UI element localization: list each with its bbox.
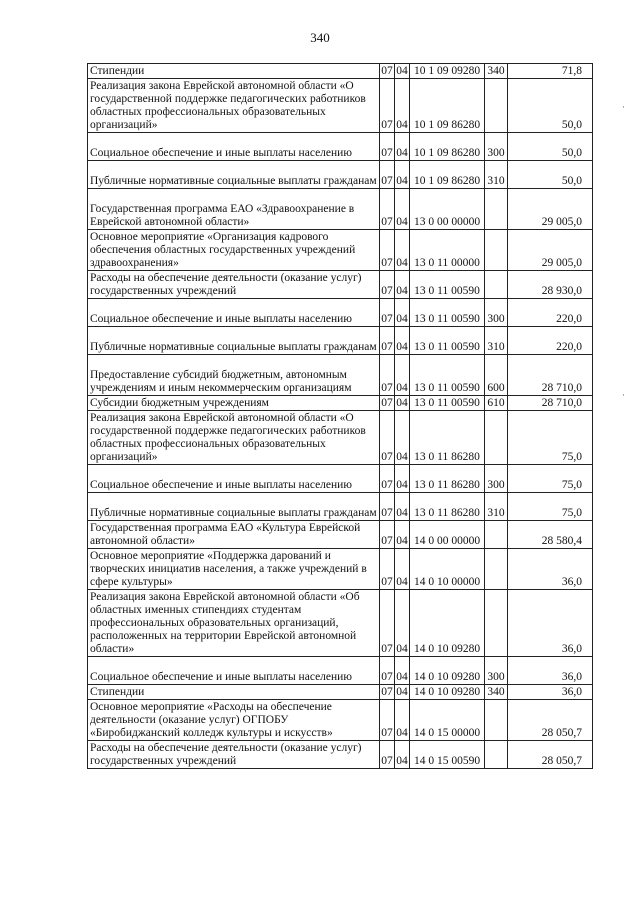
table-row [88,230,593,271]
expense-type-code-cell [485,590,508,657]
amount-cell: 29 005,0 [508,230,593,271]
table-row [88,549,593,590]
subsection-code-cell: 04 [395,189,410,230]
target-article-code-cell: 13 0 11 00590 [410,299,485,327]
subsection-code-cell: 04 [395,411,410,465]
section-code-cell: 07 [380,521,395,549]
subsection-code-cell: 04 [396,65,408,77]
expense-type-code-cell: 300 [485,657,508,685]
table-row [88,493,593,521]
section-code-cell: 07 [380,327,395,355]
target-article-code-cell: 13 0 00 00000 [410,189,485,230]
subsection-code-cell: 04 [395,271,410,299]
target-article-code-cell: 13 0 11 00590 [410,327,485,355]
expense-type-code-cell: 310 [485,493,508,521]
row-name-cell: Стипендии [88,685,380,700]
expense-type-code-cell [485,411,508,465]
amount-cell: 29 005,0 [508,189,593,230]
table-row [88,327,593,355]
row-name-cell: Государственная программа ЕАО «Культура Еврейской автономной области» [88,521,380,549]
amount-cell: 75,0 [508,493,593,521]
expense-type-code-cell: 340 [485,685,508,700]
section-code-cell: 07 [380,657,395,685]
subsection-code-cell: 04 [395,549,410,590]
amount-cell: 50,0 [508,79,593,133]
subsection-code-cell: 04 [395,590,410,657]
subsection-code-cell: 04 [395,493,410,521]
row-name-cell: Расходы на обеспечение деятельности (оказание услуг) государственных учреждений [88,741,380,769]
subsection-code-cell: 04 [395,465,410,493]
budget-table [87,63,593,769]
section-code-cell: 07 [380,271,395,299]
expense-type-code-cell [485,700,508,741]
amount-cell: 28 710,0 [508,355,593,396]
table-row [88,657,593,685]
table-row [88,741,593,769]
target-article-code-cell: 13 0 11 86280 [410,411,485,465]
page-number: 340 [310,30,330,45]
expense-type-code-cell: 310 [485,161,508,189]
target-article-code-cell: 10 1 09 86280 [410,79,485,133]
section-code-cell: 07 [380,465,395,493]
subsection-code-cell: 04 [395,741,410,769]
row-name-cell: Публичные нормативные социальные выплаты гражданам [88,161,380,189]
table-row [88,189,593,230]
row-name-cell: Предоставление субсидий бюджетным, автономным учреждениям и иным некоммерческим организациям [88,355,380,396]
row-name-cell: Социальное обеспечение и иные выплаты населению [88,657,380,685]
row-name-cell: Публичные нормативные социальные выплаты гражданам [88,327,380,355]
table-row [88,271,593,299]
subsection-code-cell: 04 [395,79,410,133]
amount-cell: 75,0 [508,465,593,493]
section-code-cell: 07 [380,549,395,590]
expense-type-code-cell [485,521,508,549]
edge-mark: · [622,102,625,112]
target-article-code-cell: 14 0 15 00000 [410,700,485,741]
expense-type-code-cell: 600 [485,355,508,396]
amount-cell: 36,0 [508,590,593,657]
subsection-code-cell: 04 [395,700,410,741]
table-row [88,64,593,79]
subsection-code-cell: 04 [395,161,410,189]
table-row [88,465,593,493]
target-article-code-cell: 14 0 10 09280 [410,657,485,685]
section-code-cell: 07 [380,411,395,465]
section-code-cell: 07 [380,133,395,161]
section-code-cell: 07 [380,189,395,230]
target-article-code-cell: 14 0 10 00000 [410,549,485,590]
edge-mark: · [622,390,625,400]
table-row [88,685,593,700]
target-article-code-cell: 14 0 10 09280 [410,590,485,657]
row-name-cell: Публичные нормативные социальные выплаты гражданам [88,493,380,521]
subsection-code-cell: 04 [396,397,408,409]
row-name-cell: Субсидии бюджетным учреждениям [88,396,380,411]
target-article-code-cell: 14 0 15 00590 [410,741,485,769]
target-article-code-cell: 13 0 11 86280 [410,465,485,493]
target-article-code-cell: 13 0 11 00590 [410,271,485,299]
target-article-code-cell: 14 0 10 09280 [410,685,485,700]
row-name-cell: Реализация закона Еврейской автономной области «О государственной поддержке педагогических работников областных профессиональных образовательных организаций» [88,79,380,133]
table-row [88,79,593,133]
amount-cell: 28 050,7 [508,741,593,769]
section-code-cell: 07 [380,230,395,271]
row-name-cell: Социальное обеспечение и иные выплаты населению [88,133,380,161]
target-article-code-cell: 10 1 09 09280 [410,64,485,79]
table-body [88,64,593,769]
amount-cell: 50,0 [508,161,593,189]
section-code-cell: 07 [380,700,395,741]
row-name-cell: Социальное обеспечение и иные выплаты населению [88,465,380,493]
expense-type-code-cell: 610 [485,396,508,411]
amount-cell: 28 580,4 [508,521,593,549]
subsection-code-cell: 04 [395,133,410,161]
table-row [88,299,593,327]
expense-type-code-cell: 300 [485,299,508,327]
subsection-code-cell: 04 [395,327,410,355]
section-code-cell: 07 [380,299,395,327]
expense-type-code-cell [485,189,508,230]
expense-type-code-cell [485,549,508,590]
table-row [88,355,593,396]
subsection-code-cell: 04 [395,657,410,685]
section-code-cell: 07 [381,65,393,77]
expense-type-code-cell: 340 [485,64,508,79]
section-code-cell: 07 [380,79,395,133]
amount-cell: 36,0 [508,685,593,700]
row-name-cell: Основное мероприятие «Организация кадрового обеспечения областных государственных учреждений здравоохранения» [88,230,380,271]
table-row [88,700,593,741]
table-row [88,161,593,189]
subsection-code-cell: 04 [395,299,410,327]
table-row [88,396,593,411]
amount-cell: 28 710,0 [508,396,593,411]
target-article-code-cell: 13 0 11 00590 [410,355,485,396]
row-name-cell: Социальное обеспечение и иные выплаты населению [88,299,380,327]
target-article-code-cell: 10 1 09 86280 [410,161,485,189]
section-code-cell: 07 [381,686,393,698]
row-name-cell: Стипендии [88,64,380,79]
target-article-code-cell: 10 1 09 86280 [410,133,485,161]
amount-cell: 36,0 [508,657,593,685]
amount-cell: 50,0 [508,133,593,161]
table-row [88,411,593,465]
target-article-code-cell: 13 0 11 00590 [410,396,485,411]
section-code-cell: 07 [380,161,395,189]
expense-type-code-cell [485,271,508,299]
expense-type-code-cell [485,230,508,271]
amount-cell: 28 930,0 [508,271,593,299]
amount-cell: 71,8 [508,64,593,79]
expense-type-code-cell [485,741,508,769]
section-code-cell: 07 [380,590,395,657]
section-code-cell: 07 [381,397,393,409]
subsection-code-cell: 04 [395,355,410,396]
expense-type-code-cell: 310 [485,327,508,355]
subsection-code-cell: 04 [395,521,410,549]
expense-type-code-cell: 300 [485,133,508,161]
expense-type-code-cell [485,79,508,133]
section-code-cell: 07 [380,493,395,521]
section-code-cell: 07 [380,355,395,396]
row-name-cell: Реализация закона Еврейской автономной области «О государственной поддержке педагогических работников областных профессиональных образовательных организаций» [88,411,380,465]
amount-cell: 220,0 [508,299,593,327]
target-article-code-cell: 13 0 11 00000 [410,230,485,271]
row-name-cell: Расходы на обеспечение деятельности (оказание услуг) государственных учреждений [88,271,380,299]
amount-cell: 36,0 [508,549,593,590]
subsection-code-cell: 04 [395,230,410,271]
row-name-cell: Государственная программа ЕАО «Здравоохранение в Еврейской автономной области» [88,189,380,230]
row-name-cell: Реализация закона Еврейской автономной области «Об областных именных стипендиях студентам профессиональных образовательных организаций, расположенных на территории Еврейской автономной области» [88,590,380,657]
table-row [88,521,593,549]
row-name-cell: Основное мероприятие «Поддержка дарований и творческих инициатив населения, а также учреждений в сфере культуры» [88,549,380,590]
section-code-cell: 07 [380,741,395,769]
amount-cell: 28 050,7 [508,700,593,741]
subsection-code-cell: 04 [396,686,408,698]
table-row [88,590,593,657]
target-article-code-cell: 13 0 11 86280 [410,493,485,521]
target-article-code-cell: 14 0 00 00000 [410,521,485,549]
row-name-cell: Основное мероприятие «Расходы на обеспечение деятельности (оказание услуг) ОГПОБУ «Биробиджанский колледж культуры и искусств» [88,700,380,741]
amount-cell: 75,0 [508,411,593,465]
expense-type-code-cell: 300 [485,465,508,493]
amount-cell: 220,0 [508,327,593,355]
table-row [88,133,593,161]
